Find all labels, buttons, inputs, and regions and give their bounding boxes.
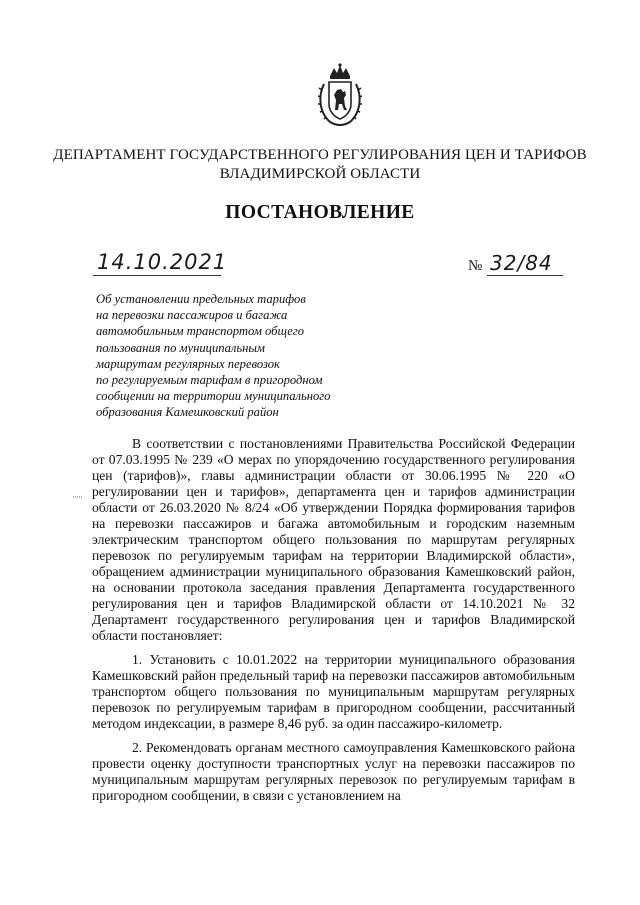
department-name-line2: ВЛАДИМИРСКОЙ ОБЛАСТИ <box>219 166 421 182</box>
subject-line: пользования по муниципальным <box>96 340 265 355</box>
document-date: 14.10.2021 <box>97 250 228 274</box>
document-subject <box>96 291 396 421</box>
number-label: № <box>468 258 483 274</box>
document-title: ПОСТАНОВЛЕНИЕ <box>225 202 415 223</box>
body-paragraph: 1. Установить с 10.01.2022 на территории муниципального образования Камешковский район предельный тариф на перевозки пассажиров автомобильным транспортом общего пользования по муниципальным маршрутам регулярных перевозок по регулируемым тарифам в пригородном сообщении, рассчитанный методом индексации, в размере 8,46 руб. за один пассажиро-километр. <box>92 652 575 731</box>
department-name-line1: ДЕПАРТАМЕНТ ГОСУДАРСТВЕННОГО РЕГУЛИРОВАНИЯ ЦЕН И ТАРИФОВ <box>53 147 587 163</box>
date-underline <box>93 275 221 276</box>
body-paragraph: В соответствии с постановлениями Правительства Российской Федерации от 07.03.1995 № 239 «О мерах по упорядочению государственного регулирования цен (тарифов)», главы администрации области от 30.06.1995 № 220 «О регулировании цен и тарифов», департамента цен и тарифов администрации области от 26.03.2020 № 8/24 «Об утверждении Порядка формирования тарифов на перевозки пассажиров и багажа автомобильным и городским наземным электрическим транспортом общего пользования по маршрутам регулярных перевозок по регулируемым тарифам на территории Владимирской области», обращением администрации муниципального образования Камешковский район, на основании протокола заседания правления Департамента государственного регулирования цен и тарифов Владимирской области от 14.10.2021 № 32 Департамент государственного регулирования цен и тарифов Владимирской области постановляет: <box>92 436 575 643</box>
subject-line: Об установлении предельных тарифов <box>96 292 306 306</box>
subject-line: по регулируемым тарифам в пригородном <box>96 373 323 388</box>
coat-of-arms-icon <box>316 62 364 130</box>
margin-mark: ····· <box>72 492 82 502</box>
body-paragraph: 2. Рекомендовать органам местного самоуправления Камешковского района провести оценку доступности транспортных услуг на перевозки пассажиров по муниципальным маршрутам регулярных перевозок по регулируемым тарифам в пригородном сообщении, в связи с установлением на <box>92 740 575 803</box>
subject-line: сообщении на территории муниципального <box>96 389 331 404</box>
subject-line: маршрутам регулярных перевозок <box>96 356 280 371</box>
subject-line: автомобильным транспортом общего <box>96 324 305 339</box>
document-body <box>92 436 575 804</box>
document-number: 32/84 <box>490 251 553 275</box>
subject-line: на перевозки пассажиров и багажа <box>96 308 288 323</box>
subject-line: образования Камешковский район <box>96 405 279 420</box>
number-underline <box>487 275 563 276</box>
